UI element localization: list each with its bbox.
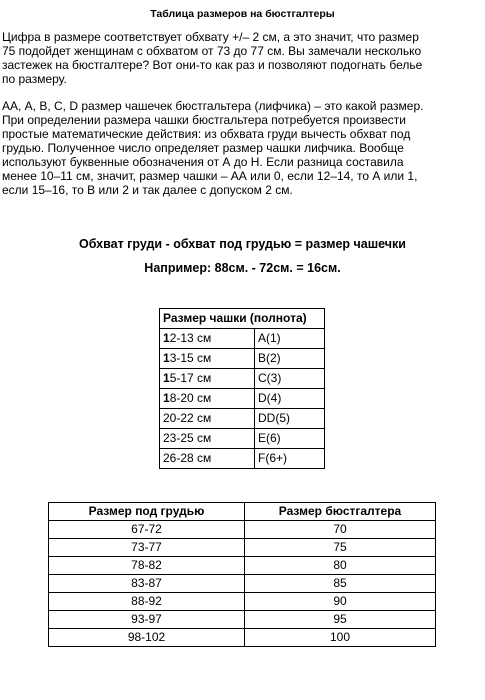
cup-formula-example: Например: 88см. - 72см. = 16см. xyxy=(144,261,341,275)
range-first-digit: 1 xyxy=(163,371,170,385)
range-rest: 5-17 см xyxy=(169,371,212,385)
cup-range-cell xyxy=(160,369,255,389)
range-rest: 20-22 см xyxy=(163,411,212,425)
table-row xyxy=(49,629,436,647)
bra-size-cell: 85 xyxy=(245,575,436,593)
cup-range-cell xyxy=(160,409,255,429)
paragraph-line: менее 10–11 см, значит, размер чашки – АА или 0, если 12–14, то А или 1, xyxy=(2,169,418,183)
cup-range-cell xyxy=(160,449,255,469)
table-row xyxy=(49,539,436,557)
table-row xyxy=(160,449,325,469)
bra-size-cell: 75 xyxy=(245,539,436,557)
cup-letter-cell: B(2) xyxy=(255,349,325,369)
range-first-digit: 1 xyxy=(163,391,170,405)
paragraph-line: застежек на бюстгалтере? Вот они-то как раз и позволяют подогнать белье xyxy=(2,58,423,72)
range-rest: 2-13 см xyxy=(169,331,212,345)
table-header-row xyxy=(49,503,436,521)
cup-size-table xyxy=(159,308,325,469)
table-row xyxy=(160,329,325,349)
paragraph-line: по размеру. xyxy=(2,72,67,86)
cup-letter-cell: DD(5) xyxy=(255,409,325,429)
bra-size-cell: 100 xyxy=(245,629,436,647)
table-row xyxy=(160,409,325,429)
cup-letter-cell: C(3) xyxy=(255,369,325,389)
range-rest: 26-28 см xyxy=(163,451,212,465)
range-rest: 8-20 см xyxy=(169,391,212,405)
band-cell: 93-97 xyxy=(49,611,245,629)
cup-range-cell xyxy=(160,349,255,369)
paragraph-line: простые математические действия: из обхвата груди вычесть обхват под xyxy=(2,127,411,141)
band-col-header: Размер под грудью xyxy=(49,503,245,521)
paragraph-line: Цифра в размере соответствует обхвату +/– 2 см, а это значит, что размер xyxy=(2,30,419,44)
cup-letter-cell: E(6) xyxy=(255,429,325,449)
table-row xyxy=(49,557,436,575)
paragraph-cup-explanation xyxy=(2,99,480,197)
cup-range-cell xyxy=(160,429,255,449)
band-cell: 78-82 xyxy=(49,557,245,575)
table-row xyxy=(49,593,436,611)
bra-size-cell: 80 xyxy=(245,557,436,575)
paragraph-line: 75 подойдет женщинам с обхватом от 73 до 77 см. Вы замечали несколько xyxy=(2,44,422,58)
band-cell: 88-92 xyxy=(49,593,245,611)
range-first-digit: 1 xyxy=(163,351,170,365)
range-rest: 23-25 см xyxy=(163,431,212,445)
cup-table-header: Размер чашки (полнота) xyxy=(160,309,325,329)
band-cell: 73-77 xyxy=(49,539,245,557)
paragraph-line: АА, А, В, С, D размер чашечек бюстгальтера (лифчика) – это какой размер. xyxy=(2,99,424,113)
range-rest: 3-15 см xyxy=(169,351,212,365)
table-row xyxy=(49,611,436,629)
bra-size-cell: 95 xyxy=(245,611,436,629)
table-row xyxy=(49,521,436,539)
range-first-digit: 1 xyxy=(163,331,170,345)
cup-range-cell xyxy=(160,329,255,349)
cup-letter-cell: D(4) xyxy=(255,389,325,409)
paragraph-line: При определении размера чашки бюстгальтера потребуется произвести xyxy=(2,113,406,127)
band-cell: 67-72 xyxy=(49,521,245,539)
cup-letter-cell: A(1) xyxy=(255,329,325,349)
bra-size-col-header: Размер бюстгалтера xyxy=(245,503,436,521)
paragraph-line: если 15–16, то В или 2 и так далее с допуском 2 см. xyxy=(2,183,293,197)
table-row xyxy=(49,575,436,593)
paragraph-line: грудью. Полученное число определяет размер чашки лифчика. Вообще xyxy=(2,141,404,155)
paragraph-line: используют буквенные обозначения от А до Н. Если разница составила xyxy=(2,155,404,169)
document-title: Таблица размеров на бюстгалтеры xyxy=(150,8,335,20)
band-cell: 83-87 xyxy=(49,575,245,593)
table-row xyxy=(160,429,325,449)
bra-size-cell: 70 xyxy=(245,521,436,539)
cup-formula: Обхват груди - обхват под грудью = размер чашечки xyxy=(79,237,406,251)
band-size-table xyxy=(48,502,436,647)
table-row xyxy=(160,349,325,369)
cup-letter-cell: F(6+) xyxy=(255,449,325,469)
bra-size-cell: 90 xyxy=(245,593,436,611)
table-header-row xyxy=(160,309,325,329)
paragraph-size-explanation xyxy=(2,30,480,86)
table-row xyxy=(160,369,325,389)
band-cell: 98-102 xyxy=(49,629,245,647)
table-row xyxy=(160,389,325,409)
cup-range-cell xyxy=(160,389,255,409)
